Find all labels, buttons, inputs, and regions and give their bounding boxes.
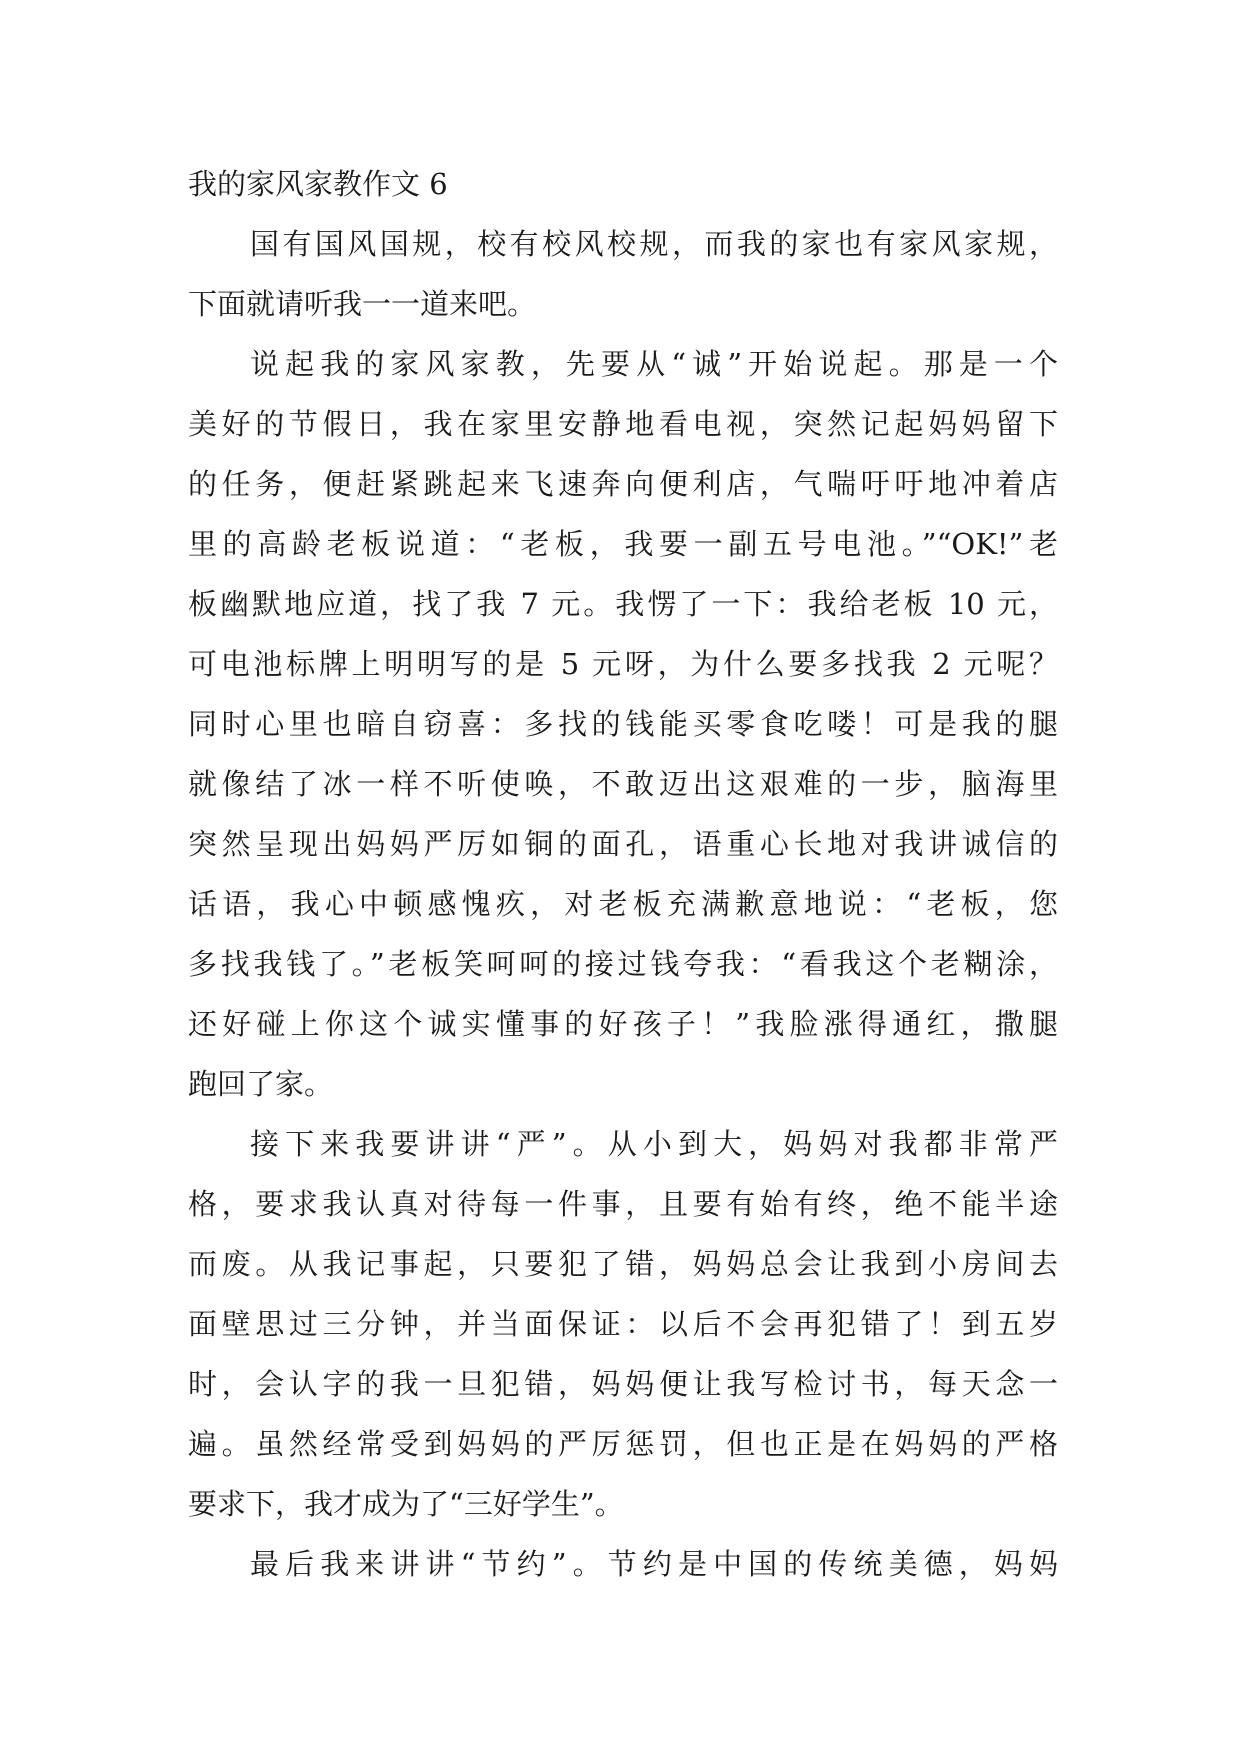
text-line: 面壁思过三分钟，并当面保证：以后不会再犯错了！到五岁: [188, 1307, 1058, 1341]
text-line: 可电池标牌上明明写的是 5 元呀，为什么要多找我 2 元呢？: [188, 647, 1058, 681]
text-line: 国有国风国规，校有校风校规，而我的家也有家风家规，: [250, 227, 1058, 261]
text-line: 突然呈现出妈妈严厉如铜的面孔，语重心长地对我讲诚信的: [188, 827, 1058, 861]
text-line: 下面就请听我一一道来吧。: [188, 287, 537, 321]
document-title: 我的家风家教作文 6: [188, 167, 448, 201]
text-line: 就像结了冰一样不听使唤，不敢迈出这艰难的一步，脑海里: [188, 767, 1058, 801]
text-line: 板幽默地应道，找了我 7 元。我愣了一下：我给老板 10 元，: [188, 587, 1058, 621]
text-line: 时，会认字的我一旦犯错，妈妈便让我写检讨书，每天念一: [188, 1367, 1058, 1401]
text-line: 的任务，便赶紧跳起来飞速奔向便利店，气喘吁吁地冲着店: [188, 467, 1058, 501]
text-line: 而废。从我记事起，只要犯了错，妈妈总会让我到小房间去: [188, 1247, 1058, 1281]
text-line: 美好的节假日，我在家里安静地看电视，突然记起妈妈留下: [188, 407, 1058, 441]
text-line: 最后我来讲讲“节约”。节约是中国的传统美德，妈妈: [250, 1547, 1058, 1581]
text-line: 格，要求我认真对待每一件事，且要有始有终，绝不能半途: [188, 1187, 1058, 1221]
text-line: 同时心里也暗自窃喜：多找的钱能买零食吃喽！可是我的腿: [188, 707, 1058, 741]
text-line: 要求下，我才成为了“三好学生”。: [188, 1487, 624, 1521]
text-line: 话语，我心中顿感愧疚，对老板充满歉意地说：“老板，您: [188, 887, 1058, 921]
text-line: 跑回了家。: [188, 1067, 334, 1101]
text-line: 接下来我要讲讲“严”。从小到大，妈妈对我都非常严: [250, 1127, 1058, 1161]
text-line: 还好碰上你这个诚实懂事的好孩子！”我脸涨得通红，撒腿: [188, 1007, 1058, 1041]
text-line: 遍。虽然经常受到妈妈的严厉惩罚，但也正是在妈妈的严格: [188, 1427, 1058, 1461]
text-line: 说起我的家风家教，先要从“诚”开始说起。那是一个: [250, 347, 1058, 381]
text-line: 里的高龄老板说道：“老板，我要一副五号电池。”“OK!”老: [188, 527, 1058, 561]
text-line: 多找我钱了。”老板笑呵呵的接过钱夸我：“看我这个老糊涂，: [188, 947, 1058, 981]
